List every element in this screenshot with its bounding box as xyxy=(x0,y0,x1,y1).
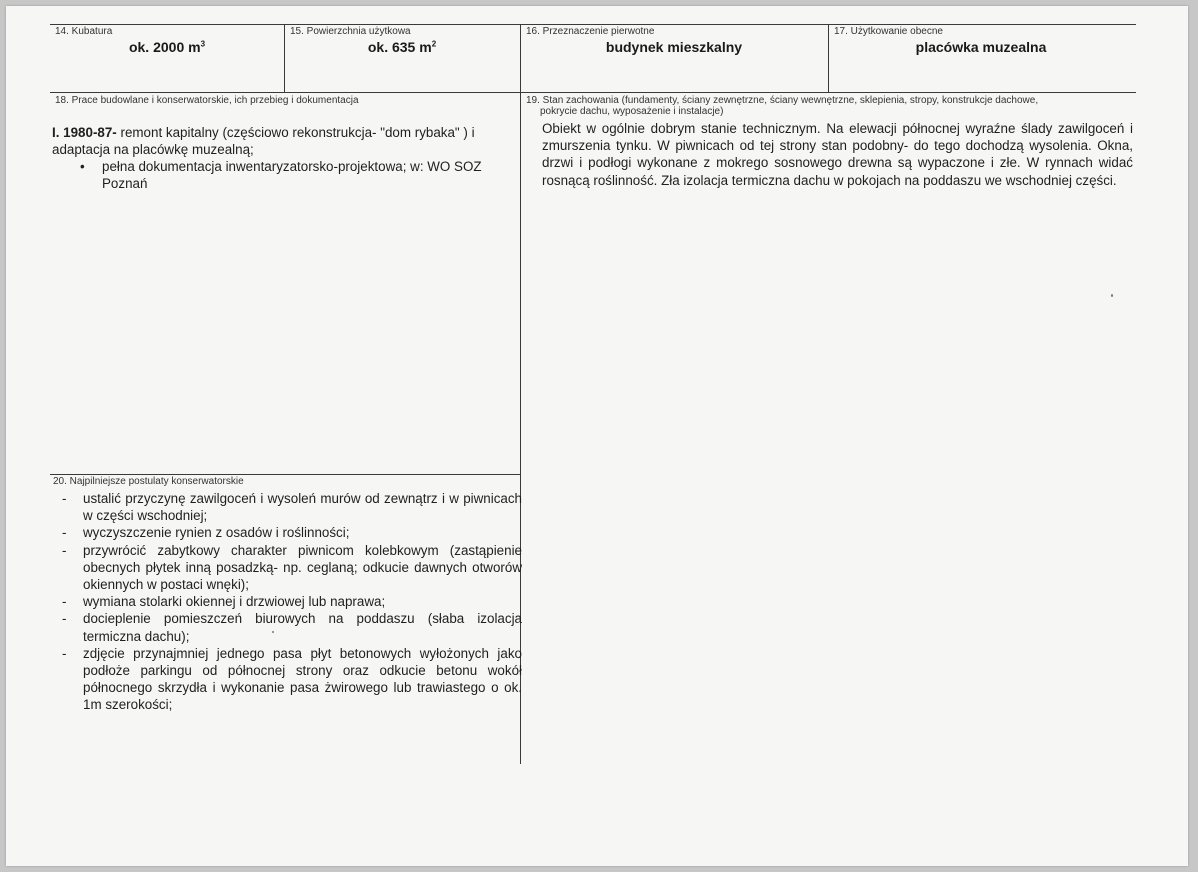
field17-value: placówka muzealna xyxy=(915,39,1047,55)
field14-label: 14. Kubatura xyxy=(55,26,113,37)
postulate-text: zdjęcie przynajmniej jednego pasa płyt betonowych wyłożonych jako podłoże parkingu od północnej strony oraz odkucie betonu wokół północnego skrzydła i wykonanie pasa żwirowego lub trawiastego o ok. 1m szerokości; xyxy=(83,645,522,713)
paper-speck xyxy=(272,631,274,633)
dash-marker: - xyxy=(62,611,67,627)
field18-entry-cont: adaptacja na placówkę muzealną; xyxy=(52,142,254,157)
field18-label: 18. Prace budowlane i konserwatorskie, ich przebieg i dokumentacja xyxy=(55,95,359,106)
field16-label: 16. Przeznaczenie pierwotne xyxy=(526,26,655,37)
postulate-text: wyczyszczenie rynien z osadów i roślinności; xyxy=(83,525,350,541)
field17-label: 17. Użytkowanie obecne xyxy=(834,26,943,37)
postulate-text: przywrócić zabytkowy charakter piwnicom kolebkowym (zastąpienie obecnych płytek inną posadzką- np. ceglaną; odkucie dawnych otworów okiennych w postaci wnęki); xyxy=(83,542,522,593)
top-rule xyxy=(50,24,1136,25)
dash-marker: - xyxy=(62,525,67,541)
postulate-item xyxy=(56,610,522,644)
field15-value: ok. 635 $m^2$ xyxy=(367,39,437,55)
field19-label xyxy=(526,95,1136,117)
divider-14-15 xyxy=(284,24,285,92)
field18-entry: I. 1980-87- remont kapitalny (częściowo rekonstrukcja- "dom rybaka" ) i xyxy=(52,125,475,140)
dash-marker: - xyxy=(62,491,67,506)
field14-value: ok. 2000 $m^3$ xyxy=(128,39,206,55)
dash-marker: - xyxy=(62,645,67,661)
bullet-dot: • xyxy=(80,159,85,174)
postulate-item xyxy=(56,490,522,524)
field20-top-rule xyxy=(50,474,520,475)
field20-list xyxy=(56,490,522,714)
field18-bullet-line2: Poznań xyxy=(102,176,148,191)
postulate-item xyxy=(56,593,522,610)
paper-speck xyxy=(1111,294,1113,297)
field15-label: 15. Powierzchnia użytkowa xyxy=(290,26,411,37)
postulate-text: wymiana stolarki okiennej i drzwiowej lub naprawa; xyxy=(83,594,386,610)
field19-label-line1: 19. Stan zachowania (fundamenty, ściany zewnętrzne, ściany wewnętrzne, sklepienia, stropy, konstrukcje dachowe, xyxy=(526,95,1039,106)
field18-bullet-line1: pełna dokumentacja inwentaryzatorsko-projektowa; w: WO SOZ xyxy=(102,159,482,174)
row1-bottom-rule xyxy=(50,92,1136,93)
postulate-text: ustalić przyczynę zawilgoceń i wysoleń murów od zewnątrz i w piwnicach w części wschodniej; xyxy=(83,491,522,524)
dash-marker: - xyxy=(62,542,67,558)
form-card xyxy=(6,6,1188,866)
field18-entry-head: I. 1980-87- xyxy=(52,125,117,140)
postulate-item xyxy=(56,645,522,714)
field19-label-line2: pokrycie dachu, wyposażenie i instalacje) xyxy=(540,106,724,117)
field18-bullet xyxy=(80,158,520,194)
postulate-item xyxy=(56,524,522,541)
field20-label: 20. Najpilniejsze postulaty konserwatorskie xyxy=(53,476,244,487)
field16-value: budynek mieszkalny xyxy=(605,39,743,55)
field19-text: Obiekt w ogólnie dobrym stanie technicznym. Na elewacji północnej wyraźne ślady zawilgoceń i zmurszenia tynku. W piwnicach od tej strony stan podobny- do tego dochodzą wysolenia. Okna, drzwi i podłogi wykonane z mokrego sosnowego drewna są wypaczone i złe. W rynnach widać rosnącą roślinność. Zła izolacja termiczna dachu w pokojach na poddaszu we wschodniej części. xyxy=(542,121,1133,188)
dash-marker: - xyxy=(62,594,67,610)
postulate-item xyxy=(56,542,522,594)
postulate-text: docieplenie pomieszczeń biurowych na poddaszu (słaba izolacja termiczna dachu); xyxy=(83,611,522,644)
divider-16-17 xyxy=(828,24,829,92)
